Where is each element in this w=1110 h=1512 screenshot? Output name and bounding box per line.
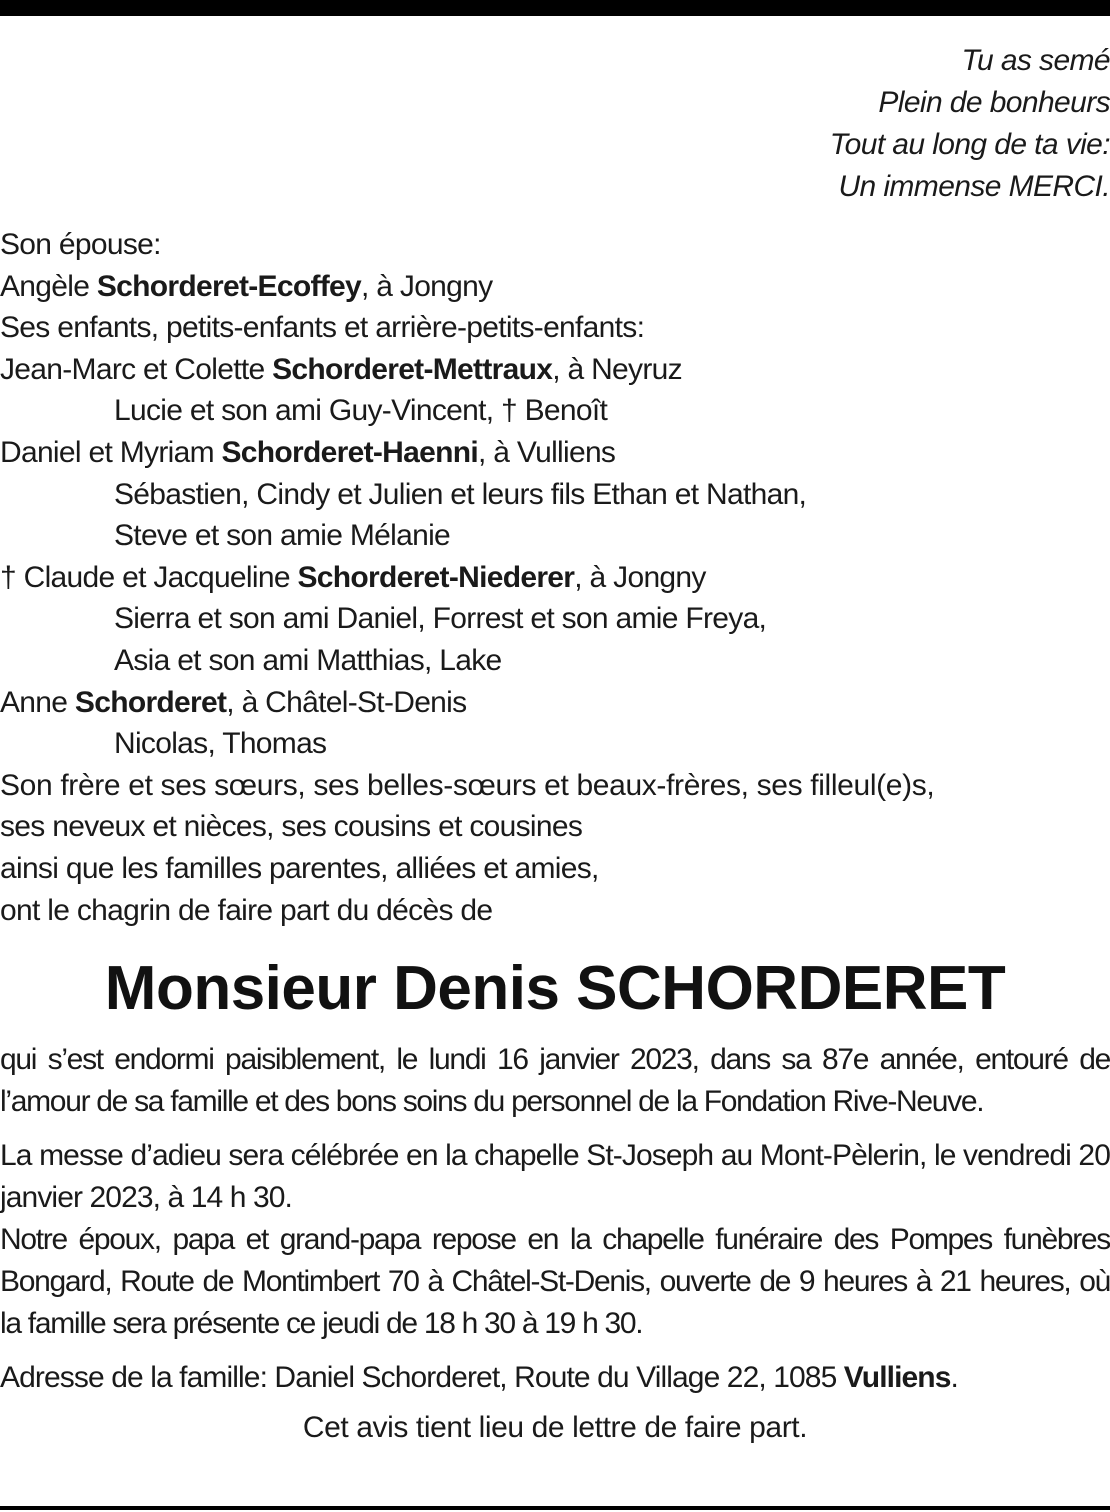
poem-line: Tu as semé <box>961 44 1110 77</box>
family-list <box>0 224 1110 931</box>
spouse-line <box>0 266 1110 308</box>
branch-first: Daniel et Myriam <box>0 435 222 469</box>
children-intro: Ses enfants, petits-enfants et arrière-petits-enfants: <box>0 311 645 345</box>
spouse-surname: Schorderet-Ecoffey <box>96 269 361 303</box>
branch-line <box>0 349 1110 391</box>
poem-line: Plein de bonheurs <box>878 86 1110 119</box>
descendant-line: Nicolas, Thomas <box>114 727 327 761</box>
spouse-intro: Son épouse: <box>0 228 161 261</box>
address-text: Adresse de la famille: Daniel Schorderet, Route du Village 22, 1085 <box>0 1361 844 1395</box>
branch-surname: Schorderet-Haenni <box>221 435 478 469</box>
branch-place: , à Jongny <box>574 560 706 594</box>
branch-surname: Schorderet-Niederer <box>297 560 575 594</box>
family-address <box>0 1357 1110 1399</box>
branch-place: , à Vulliens <box>478 435 616 469</box>
epigraph-poem <box>0 40 1110 208</box>
deceased-name: Monsieur Denis SCHORDERET <box>104 954 1006 1024</box>
branch-first: Anne <box>0 685 75 719</box>
relatives-line: Son frère et ses sœurs, ses belles-sœurs et beaux-frères, ses filleul(e)s, <box>0 768 935 802</box>
branch-line <box>0 682 1110 724</box>
branch-first: Jean-Marc et Colette <box>0 352 273 386</box>
spouse-place: , à Jongny <box>361 269 493 303</box>
branch-surname: Schorderet-Mettraux <box>272 352 553 386</box>
descendant-line: Lucie et son ami Guy-Vincent, † Benoît <box>114 394 608 428</box>
branch-line <box>0 557 1110 599</box>
passing-paragraph: qui s’est endormi paisiblement, le lundi 16 janvier 2023, dans sa 87e année, entouré de l’amour de sa famille et des bons soins du personnel de la Fondation Rive-Neuve. <box>0 1043 1110 1119</box>
branch-line <box>0 432 1110 474</box>
relatives-line: ses neveux et nièces, ses cousins et cousines <box>0 810 583 844</box>
closing-note: Cet avis tient lieu de lettre de faire part. <box>302 1411 808 1445</box>
poem-line: Un immense MERCI. <box>838 170 1110 203</box>
descendant-line: Sierra et son ami Daniel, Forrest et son amie Freya, <box>114 602 767 636</box>
address-town: Vulliens <box>843 1361 951 1395</box>
obituary-notice <box>0 40 1110 1449</box>
mass-paragraph: La messe d’adieu sera célébrée en la chapelle St-Joseph au Mont-Pèlerin, le vendredi 20 janvier 2023, à 14 h 30. <box>0 1139 1110 1215</box>
announcement-line: ont le chagrin de faire part du décès de <box>0 893 493 927</box>
branch-first: † Claude et Jacqueline <box>0 560 298 594</box>
branch-place: , à Châtel-St-Denis <box>226 685 467 719</box>
top-border-rule <box>0 0 1110 16</box>
spouse-first: Angèle <box>0 269 97 303</box>
branch-place: , à Neyruz <box>552 352 682 386</box>
relatives-line: ainsi que les familles parentes, alliées et amies, <box>0 851 599 885</box>
descendant-line: Sébastien, Cindy et Julien et leurs fils Ethan et Nathan, <box>114 477 807 511</box>
poem-line: Tout au long de ta vie: <box>829 128 1110 161</box>
address-end: . <box>950 1361 958 1395</box>
viewing-paragraph: Notre époux, papa et grand-papa repose en la chapelle funéraire des Pompes funèbres Bongard, Route de Montimbert 70 à Châtel-St-Denis, ouverte de 9 heures à 21 heures, où la famille sera présente ce jeudi de 18 h 30 à 19 h 30. <box>0 1223 1110 1341</box>
bottom-border-rule <box>0 1506 1110 1510</box>
branch-surname: Schorderet <box>74 685 227 719</box>
descendant-line: Steve et son amie Mélanie <box>114 519 451 553</box>
descendant-line: Asia et son ami Matthias, Lake <box>114 643 502 677</box>
